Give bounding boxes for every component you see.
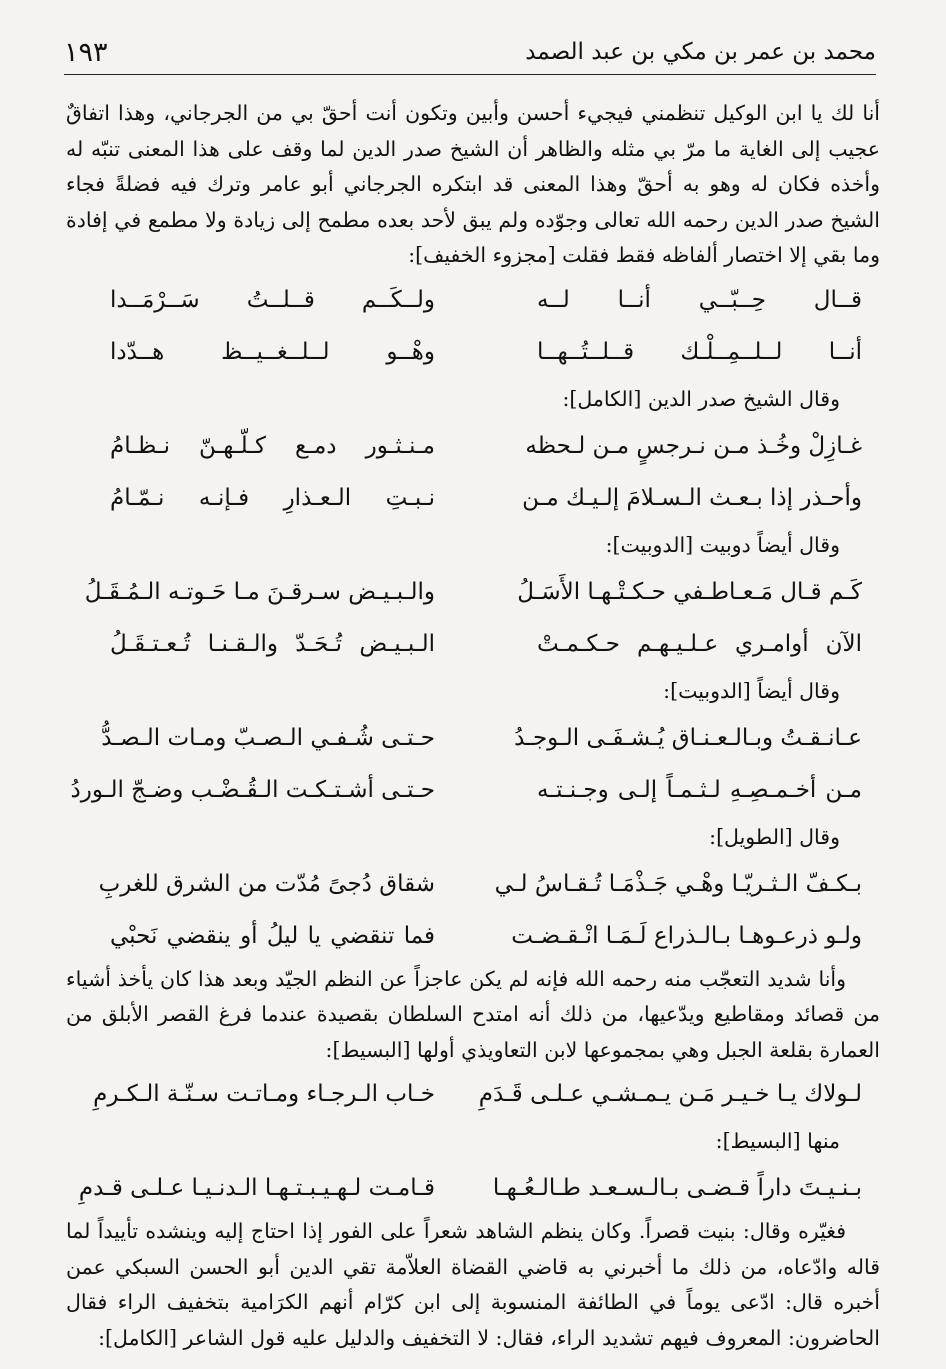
verse-line	[66, 274, 880, 326]
verse-line	[66, 712, 880, 764]
verse-line	[66, 764, 880, 816]
verse-second-hemistich: حـتـى أشـتـكـت الـقُـضْـب وضـجّ الـوردُ	[70, 776, 435, 803]
verse-second-hemistich: وهْــو لــلــغــيــظ هــدّدا	[110, 338, 435, 365]
verse-second-hemistich: الـبـيـض تُـحَـدّ والـقـنـا تُـعـتـقَـلُ	[110, 630, 435, 657]
running-header	[64, 30, 876, 75]
verse-second-hemistich: خـاب الـرجـاء ومـاتـت سـنّـة الـكـرمِ	[93, 1081, 435, 1107]
page-number: ١٩٣	[64, 36, 108, 68]
paragraph: أنا لك يا ابن الوكيل تنظمني فيجيء أحسن وأبين وتكون أنت أحقّ بي من الجرجاني، وهذا اتفاقٌ عجيب إلى الغاية ما مرّ بي مثله والظاهر أن الشيخ صدر الدين لما وقف على هذا المعنى تنبّه له وأخذه فكان له وهو به أحقّ وهذا المعنى قد ابتكره الجرجاني أبو عامر وترك فيه فضلةً فجاء الشيخ صدر الدين رحمه الله تعالى وجوّده ولم يبق لأحد بعده مطمح إلى زيادة ولا مطمع في إفادة وما بقي إلا اختصار ألفاظه فقط فقلت [مجزوء الخفيف]:	[66, 101, 880, 267]
verse-line	[66, 472, 880, 524]
running-title: محمد بن عمر بن مكي بن عبد الصمد	[525, 39, 876, 65]
verse-first-hemistich: بـكـفّ الـثـريّـا وهْـي جَـذْمَـا تُـقـاسُ لـي	[494, 870, 862, 897]
verse-first-hemistich: وأحـذر إذا بـعـث الـسـلامَ إلـيـك مـن	[522, 484, 862, 511]
verse-line	[66, 1162, 880, 1214]
verse-first-hemistich: ولـو ذرعـوهـا بـالـذراع لَـمَـا انْـقـضـت	[511, 922, 862, 949]
verse-intro: وقال أيضاً [الدوبيت]:	[663, 678, 840, 703]
verse-intro: وقال أيضاً دوبيت [الدوبيت]:	[605, 532, 840, 557]
verse-line	[66, 1068, 880, 1120]
verse-intro: منها [البسيط]:	[715, 1129, 840, 1153]
page-body	[66, 96, 880, 1356]
verse-first-hemistich: لـولاك يـا خـيـر مَـن يـمـشـي عـلـى قَـدَمِ	[478, 1081, 862, 1107]
verse-first-hemistich: أنــا لــلــمِــلْـك قــلــتُــهــا	[537, 338, 862, 365]
verse-line	[66, 910, 880, 962]
paragraph: فغيّره وقال: بنيت قصراً. وكان ينظم الشاهد شعراً على الفور إذا احتاج إليه وينشده تأييداً لما قاله وادّعاه، من ذلك ما أخبرني به قاضي القضاة العلاّمة تقي الدين أبو الحسن السبكي عمن أخبره قال: ادّعى يوماً في الطائفة المنسوبة إلى ابن كرّام أنهم الكرَامية بتخفيف الراء فقال الحاضرون: المعروف فيهم تشديد الراء، فقال: لا التخفيف والدليل عليه قول الشاعر [الكامل]:	[66, 1219, 880, 1350]
verse-intro: وقال الشيخ صدر الدين [الكامل]:	[562, 386, 840, 411]
verse-line	[66, 326, 880, 378]
verse-line	[66, 618, 880, 670]
verse-second-hemistich: قـامـت لـهـيـبـتـهـا الـدنـيـا عـلـى قـدمِ	[78, 1175, 435, 1201]
verse-first-hemistich: غـازِلْ وخُـذ مـن نـرجسٍ مـن لـحظه	[525, 432, 862, 459]
verse-first-hemistich: بـنـيـتَ داراً قـضـى بـالـسـعـد طـالـعُـهـا	[492, 1175, 862, 1201]
verse-first-hemistich: مـن أخـمـصِـهِ لـثـمـاً إلـى وجـنـتـه	[537, 776, 862, 803]
paragraph: وأنا شديد التعجّب منه رحمه الله فإنه لم يكن عاجزاً عن النظم الجيّد وبعد هذا كان يأخذ أشياء من قصائد ومقاطيع ويدّعيها، من ذلك أنه امتدح السلطان بقصيدة عندما فرغ القصر الأبلق من العمارة بقلعة الجبل وهي بمجموعها لابن التعاويذي أولها [البسيط]:	[66, 966, 880, 1062]
verse-intro: وقال [الطويل]:	[709, 824, 840, 849]
verse-first-hemistich: قــال حِــبّــي أنــا لــه	[537, 286, 862, 313]
verse-second-hemistich: حـتـى شُـفـي الـصـبّ ومـات الـصـدُّ	[101, 724, 435, 751]
verse-line	[66, 420, 880, 472]
verse-second-hemistich: شقاق دُجىً مُدّت من الشرق للغربِ	[98, 870, 435, 897]
verse-second-hemistich: والـبـيـض سـرقـنَ مـا حَـوتـه الـمُـقَـلُ	[84, 578, 435, 605]
verse-second-hemistich: مـنـثـور دمـع كـلّـهـنّ نـظـامُ	[110, 432, 435, 459]
verse-second-hemistich: فما تنقضي يا ليلُ أو ينقضي نَحبْي	[110, 922, 435, 949]
verse-first-hemistich: عـانـقـتُ وبـالـعـنـاق يُـشـفَـى الـوجـدُ	[514, 724, 862, 751]
verse-second-hemistich: ولــكَــم قــلــتُ سَــرْمَــدا	[110, 286, 435, 313]
verse-line	[66, 566, 880, 618]
verse-line	[66, 858, 880, 910]
verse-second-hemistich: نـبـتِ الـعـذارِ فـإنـه نـمّـامُ	[110, 484, 435, 511]
verse-first-hemistich: كَـم قـال مَـعـاطـفي حـكـتْـهـا الأَسَـلُ	[517, 578, 862, 605]
verse-first-hemistich: الآن أوامـري عـلـيـهـم حـكـمـتْ	[537, 630, 862, 657]
